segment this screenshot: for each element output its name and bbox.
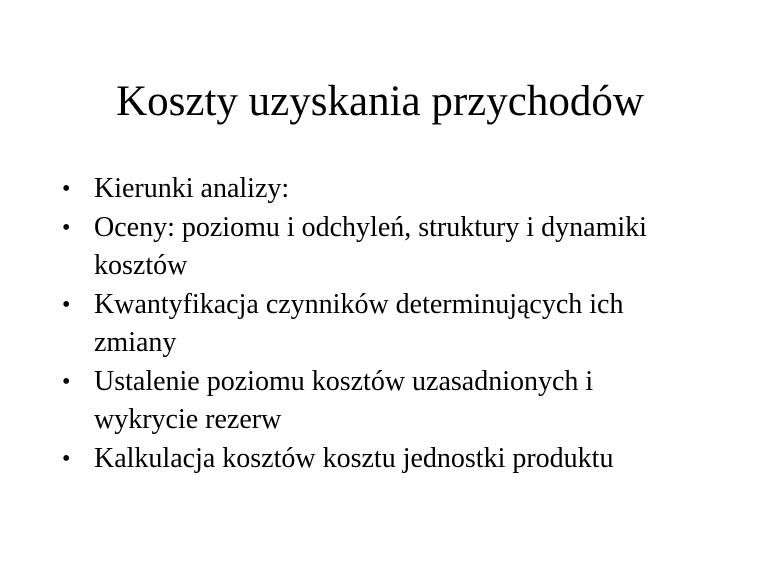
bullet-text: Ustalenie poziomu kosztów uzasadnionych i wykrycie rezerw bbox=[94, 366, 594, 435]
bullet-list bbox=[62, 170, 702, 479]
bullet-text: Kwantyfikacja czynników determinujących ich zmiany bbox=[94, 289, 624, 358]
bullet-text: Oceny: poziomu i odchyleń, struktury i dynamiki kosztów bbox=[94, 212, 647, 281]
bullet-icon: • bbox=[62, 176, 71, 202]
bullet-item-ustalenie bbox=[62, 363, 702, 439]
bullet-item-kalkulacja bbox=[62, 440, 702, 478]
bullet-icon: • bbox=[62, 215, 71, 241]
bullet-item-kwantyfikacja bbox=[62, 286, 702, 362]
slide-title: Koszty uzyskania przychodów bbox=[116, 78, 644, 125]
bullet-item-kierunki-analizy bbox=[62, 170, 702, 208]
bullet-text: Kalkulacja kosztów kosztu jednostki produktu bbox=[94, 443, 614, 474]
bullet-icon: • bbox=[62, 369, 71, 395]
bullet-icon: • bbox=[62, 446, 71, 472]
bullet-icon: • bbox=[62, 292, 71, 318]
bullet-item-oceny bbox=[62, 209, 702, 285]
bullet-text: Kierunki analizy: bbox=[94, 173, 290, 204]
